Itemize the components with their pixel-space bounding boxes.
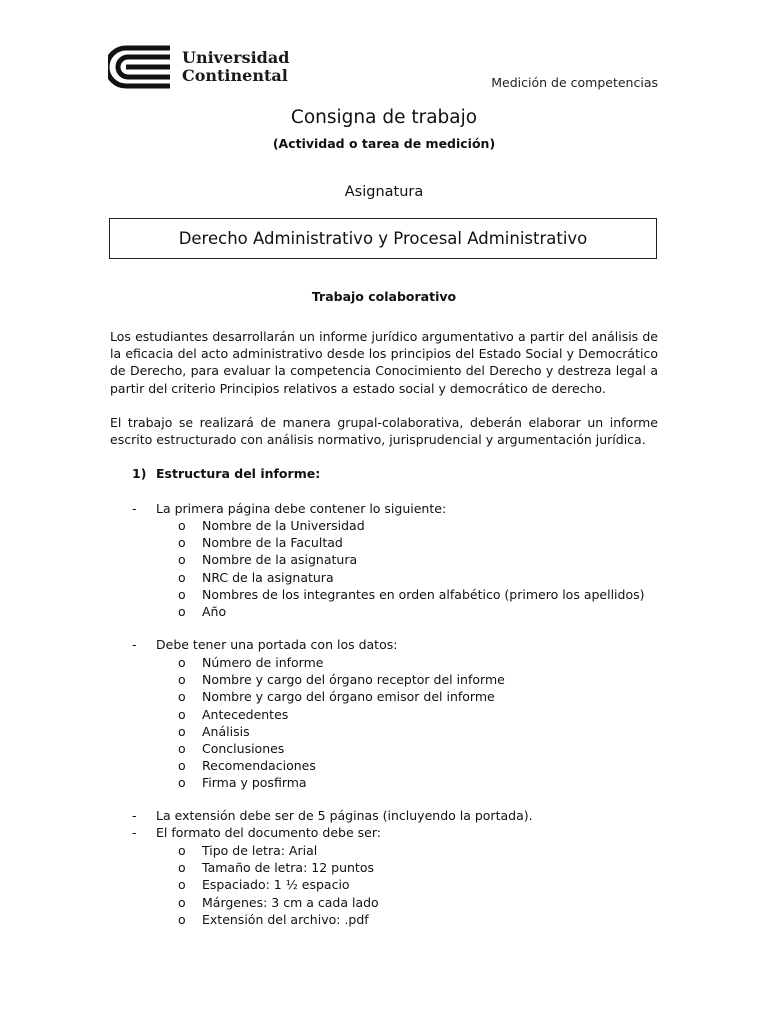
list-item: o Análisis bbox=[178, 723, 250, 739]
continental-logo-icon bbox=[108, 44, 174, 90]
university-logo bbox=[108, 44, 289, 90]
course-name: Derecho Administrativo y Procesal Administrativo bbox=[178, 229, 588, 248]
list-item: o Conclusiones bbox=[178, 741, 285, 757]
header-caption: Medición de competencias bbox=[491, 75, 658, 90]
structure-heading-text: Estructura del informe: bbox=[156, 466, 321, 481]
list-item: o Nombres de los integrantes en orden alfabético (primero los apellidos) bbox=[178, 586, 645, 602]
list-item: o NRC de la asignatura bbox=[178, 569, 334, 585]
list-item: o Número de informe bbox=[178, 655, 324, 670]
list-item: o Tamaño de letra: 12 puntos bbox=[178, 860, 374, 876]
list-item: o Recomendaciones bbox=[178, 758, 316, 774]
first-page-intro-text: La primera página debe contener lo siguiente: bbox=[156, 501, 447, 516]
first-page-list bbox=[178, 517, 645, 620]
list-item: o Nombre de la Facultad bbox=[178, 535, 343, 551]
section-title: Trabajo colaborativo bbox=[311, 289, 457, 304]
extension-item bbox=[132, 808, 533, 823]
intro-paragraph: Los estudiantes desarrollarán un informe jurídico argumentativo a partir del análisis de la eficacia del acto administrativo desde los principios del Estado Social y Democrático de Derecho, para evaluar la competencia Conocimiento del Derecho y destreza legal a partir del criterio Principios relativos a estado social y democrático de derecho. bbox=[110, 329, 658, 396]
page-subtitle: (Actividad o tarea de medición) bbox=[272, 136, 496, 151]
cover-intro-text: Debe tener una portada con los datos: bbox=[156, 637, 398, 652]
logo-line-2: Continental bbox=[182, 66, 288, 85]
structure-heading bbox=[132, 466, 320, 481]
course-name-box bbox=[109, 218, 657, 259]
logo-wordmark bbox=[182, 49, 289, 85]
dash-marker: - bbox=[132, 825, 137, 840]
logo-line-1: Universidad bbox=[182, 48, 290, 67]
work-paragraph: El trabajo se realizará de manera grupal-colaborativa, deberán elaborar un informe escrito estructurado con análisis normativo, jurisprudencial y argumentación jurídica. bbox=[110, 415, 658, 448]
page-title: Consigna de trabajo bbox=[290, 107, 478, 128]
asignatura-label: Asignatura bbox=[344, 184, 424, 200]
format-intro bbox=[132, 825, 381, 840]
format-intro-text: El formato del documento debe ser: bbox=[156, 825, 381, 840]
list-item: o Márgenes: 3 cm a cada lado bbox=[178, 894, 379, 910]
structure-number: 1) bbox=[132, 466, 147, 481]
list-item: o Antecedentes bbox=[178, 706, 289, 722]
list-item: o Espaciado: 1 ½ espacio bbox=[178, 877, 350, 893]
first-page-intro bbox=[132, 501, 446, 516]
list-item: o Tipo de letra: Arial bbox=[178, 843, 318, 858]
list-item: o Nombre de la Universidad bbox=[178, 518, 365, 533]
dash-marker: - bbox=[132, 637, 137, 652]
list-item: o Nombre y cargo del órgano receptor del informe bbox=[178, 672, 505, 688]
dash-marker: - bbox=[132, 501, 137, 516]
cover-list bbox=[178, 654, 505, 792]
list-item: o Firma y posfirma bbox=[178, 775, 307, 791]
list-item: o Año bbox=[178, 604, 227, 620]
list-item: o Nombre de la asignatura bbox=[178, 552, 358, 568]
cover-intro bbox=[132, 637, 397, 652]
list-item: o Extensión del archivo: .pdf bbox=[178, 911, 369, 927]
format-list bbox=[178, 842, 379, 928]
list-item: o Nombre y cargo del órgano emisor del informe bbox=[178, 689, 495, 705]
extension-text: La extensión debe ser de 5 páginas (incluyendo la portada). bbox=[156, 808, 533, 823]
dash-marker: - bbox=[132, 808, 137, 823]
